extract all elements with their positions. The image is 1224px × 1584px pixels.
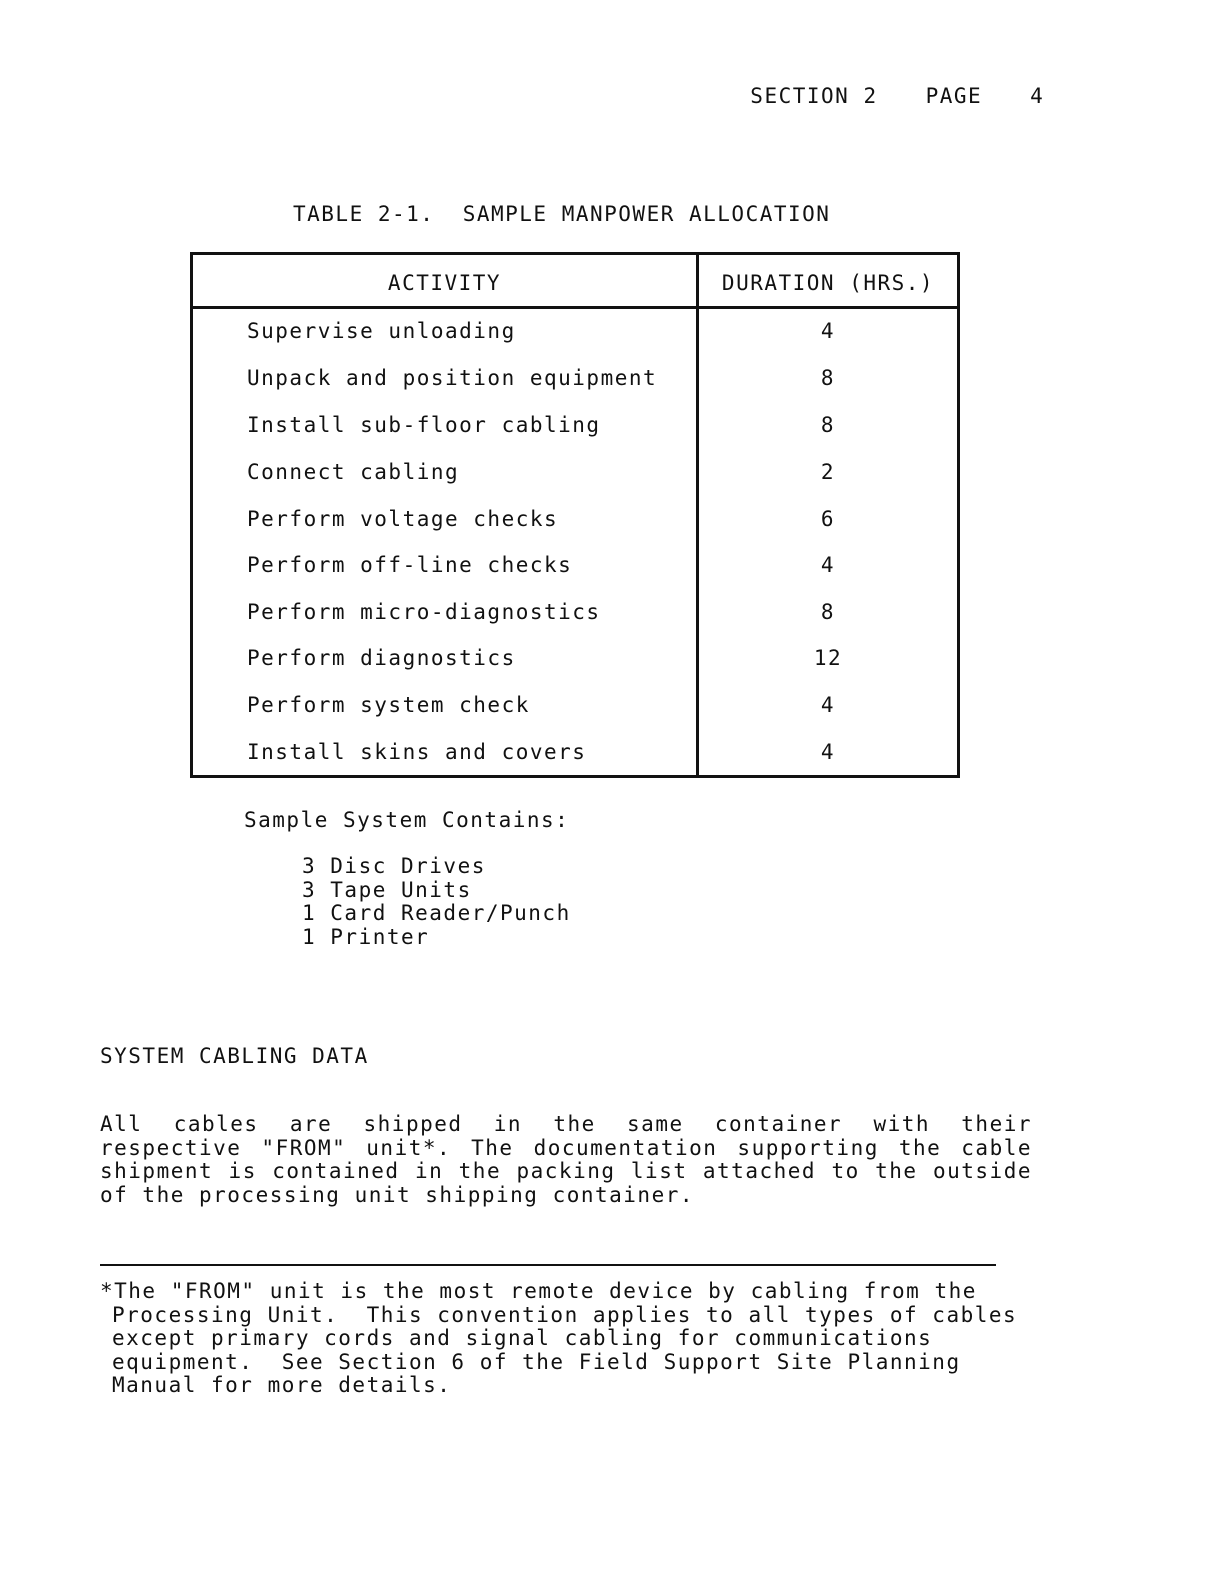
sample-system-title: Sample System Contains:	[244, 808, 570, 832]
paragraph-line: of the processing unit shipping container.	[100, 1182, 695, 1207]
paragraph-line: All cables are shipped in the same container with their	[100, 1112, 1032, 1136]
page-number: 4	[1030, 84, 1045, 108]
duration-cell: 8	[820, 413, 836, 437]
paragraph-line: shipment is contained in the packing list attached to the outside	[100, 1159, 1032, 1183]
duration-cell: 4	[820, 553, 836, 577]
duration-cell: 12	[813, 646, 843, 670]
table-row	[193, 366, 957, 396]
footnote-line: Processing Unit. This convention applies to all types of cables	[112, 1302, 1018, 1327]
cabling-paragraph	[100, 1113, 1032, 1207]
footnote-line: *The "FROM" unit is the most remote device by cabling from the	[100, 1279, 977, 1303]
footnote-line: except primary cords and signal cabling for communications	[112, 1326, 933, 1350]
footnote-line: Manual for more details.	[112, 1373, 452, 1397]
footnote-line: equipment. See Section 6 of the Field Support Site Planning	[112, 1349, 961, 1374]
activity-cell: Unpack and position equipment	[247, 366, 658, 390]
list-item: 1 Card Reader/Punch	[302, 901, 571, 925]
duration-cell: 2	[820, 460, 836, 484]
activity-cell: Perform micro-diagnostics	[247, 600, 601, 624]
table-row	[193, 413, 957, 443]
table-row	[193, 693, 957, 723]
column-header-duration: DURATION (HRS.)	[721, 271, 935, 295]
duration-cell: 4	[820, 740, 836, 764]
header-divider	[193, 306, 957, 309]
duration-cell: 6	[820, 507, 836, 531]
section-heading: SYSTEM CABLING DATA	[100, 1044, 369, 1068]
footnote	[100, 1280, 1017, 1398]
list-item: 3 Disc Drives	[302, 854, 486, 878]
list-item: 3 Tape Units	[302, 877, 472, 902]
section-label: SECTION 2	[750, 84, 878, 108]
page-header	[722, 60, 1044, 108]
table-row	[193, 319, 957, 349]
table-row	[193, 600, 957, 630]
activity-cell: Connect cabling	[247, 460, 460, 484]
activity-cell: Perform system check	[247, 693, 530, 717]
table-row	[193, 507, 957, 537]
manpower-table	[190, 252, 960, 778]
table-row	[193, 553, 957, 583]
activity-cell: Perform off-line checks	[247, 553, 573, 577]
activity-cell: Install sub-floor cabling	[247, 413, 601, 437]
page-label: PAGE	[925, 84, 983, 108]
activity-cell: Install skins and covers	[247, 740, 587, 764]
sample-system-list	[302, 855, 571, 949]
duration-cell: 4	[820, 693, 836, 717]
table-row	[193, 740, 957, 770]
list-item: 1 Printer	[302, 924, 430, 949]
activity-cell: Perform diagnostics	[247, 646, 516, 670]
table-title: TABLE 2-1. SAMPLE MANPOWER ALLOCATION	[293, 202, 831, 226]
activity-cell: Supervise unloading	[247, 319, 516, 343]
column-header-activity: ACTIVITY	[387, 271, 502, 295]
duration-cell: 4	[820, 319, 836, 343]
table-row	[193, 460, 957, 490]
duration-cell: 8	[820, 600, 836, 624]
activity-cell: Perform voltage checks	[247, 507, 559, 531]
duration-cell: 8	[820, 366, 836, 390]
paragraph-line: respective "FROM" unit*. The documentation supporting the cable	[100, 1135, 1032, 1160]
footnote-divider	[100, 1264, 996, 1266]
table-row	[193, 646, 957, 676]
